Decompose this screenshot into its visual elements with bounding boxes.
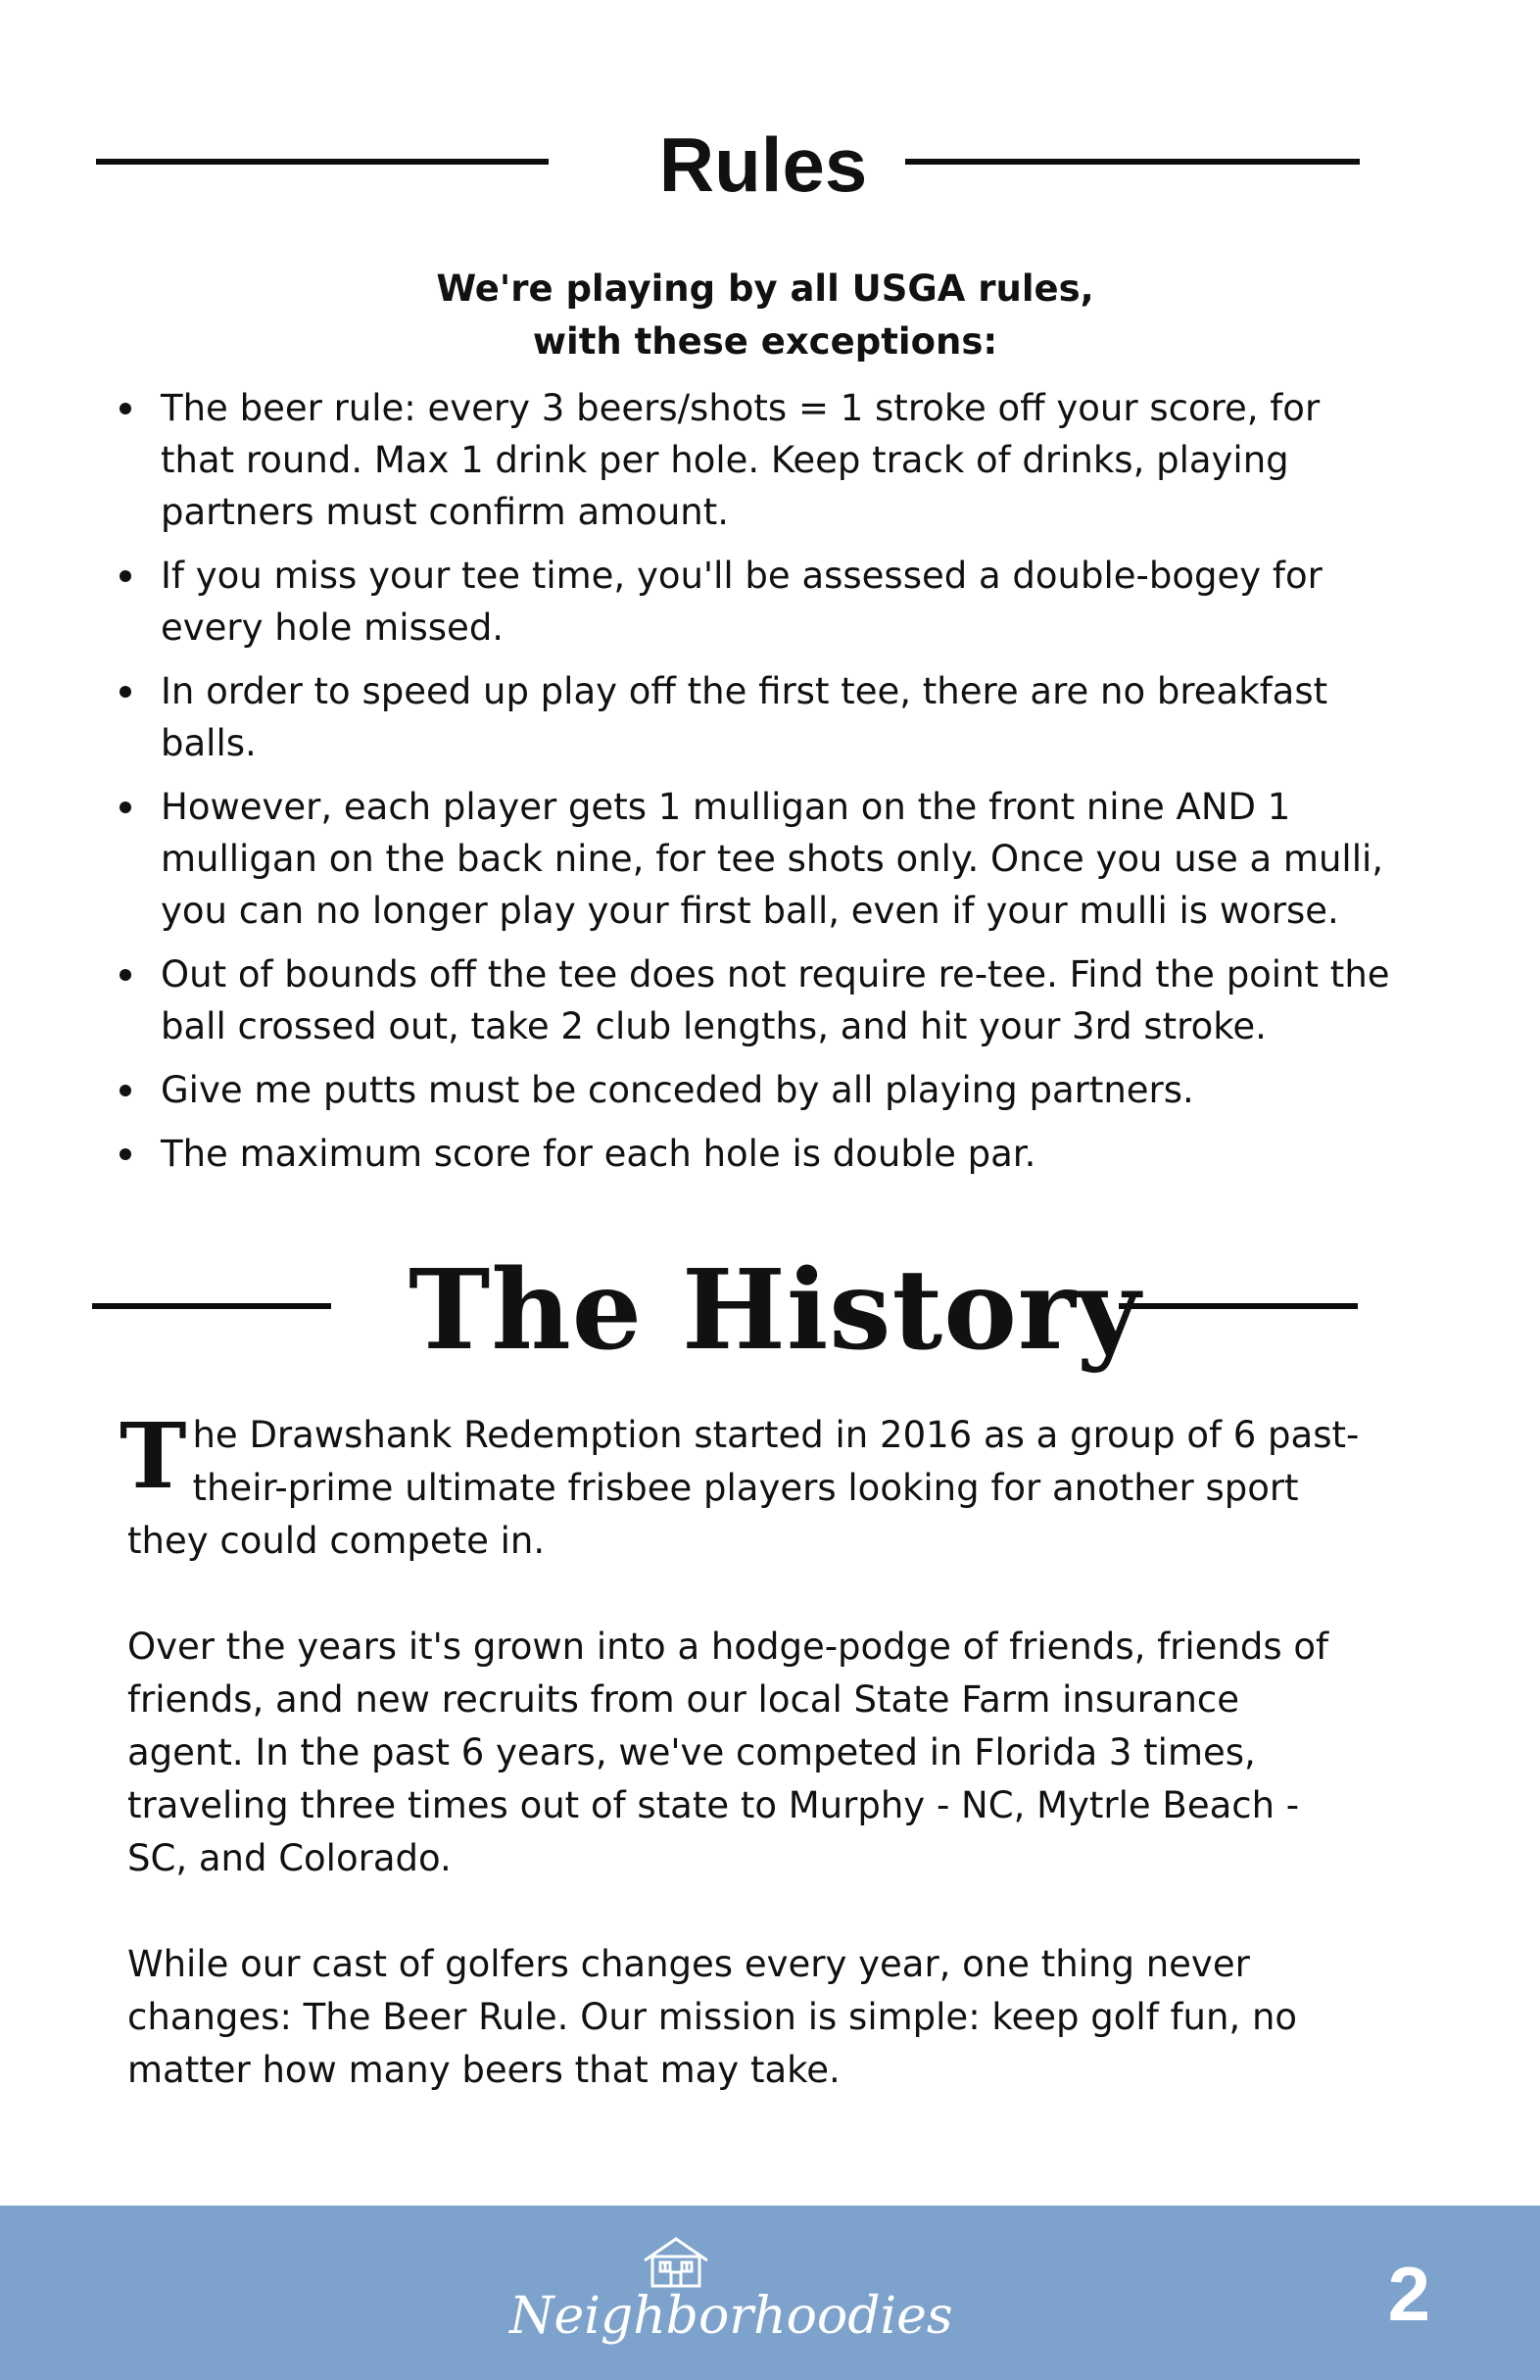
footer xyxy=(0,2206,1540,2380)
rule-item: If you miss your tee time, you'll be assessed a double-bogey for every hole missed. xyxy=(161,550,1405,654)
rules-title: Rules xyxy=(658,121,868,208)
house-icon xyxy=(509,2235,842,2290)
rules-intro-line-1: We're playing by all USGA rules, xyxy=(436,267,1094,310)
rule-item: However, each player gets 1 mulligan on the front nine AND 1 mulligan on the back nine, for tee shots only. Once you use a mulli, you can no longer play your first ball, even if your mulli is worse. xyxy=(161,781,1405,937)
history-paragraph-3: While our cast of golfers changes every year, one thing never changes: The Beer Rule. Our mission is simple: keep golf fun, no matter how many beers that may take. xyxy=(127,1943,1298,2091)
page-number: 2 xyxy=(1387,2251,1430,2337)
rule-item: Out of bounds off the tee does not require re-tee. Find the point the ball crossed out, take 2 club lengths, and hit your 3rd stroke. xyxy=(161,948,1405,1052)
drop-cap: T xyxy=(120,1403,187,1509)
rule-item: Give me putts must be conceded by all playing partners. xyxy=(161,1064,1405,1116)
brand-logo xyxy=(509,2235,953,2353)
rule-item: In order to speed up play off the first tee, there are no breakfast balls. xyxy=(161,665,1405,769)
history-title: The History xyxy=(409,1246,1141,1375)
history-body xyxy=(120,1403,1362,2150)
rule-item: The beer rule: every 3 beers/shots = 1 stroke off your score, for that round. Max 1 drink per hole. Keep track of drinks, playing partners must confirm amount. xyxy=(161,382,1405,538)
history-paragraph-1-text: he Drawshank Redemption started in 2016 as a group of 6 past-their-prime ultimate frisbee players looking for another sport they could compete in. xyxy=(127,1414,1360,1562)
rule-item: The maximum score for each hole is double par. xyxy=(161,1128,1405,1180)
history-paragraph-2: Over the years it's grown into a hodge-podge of friends, friends of friends, and new recruits from our local State Farm insurance agent. In the past 6 years, we've competed in Florida 3 times, traveling three times out of state to Murphy - NC, Mytrle Beach - SC, and Colorado. xyxy=(127,1626,1329,1879)
rules-intro xyxy=(0,263,1540,368)
brand-name: Neighborhoodies xyxy=(509,2287,953,2346)
rules-intro-line-2: with these exceptions: xyxy=(532,320,998,363)
history-paragraph-1 xyxy=(120,1403,1362,1568)
rules-list xyxy=(161,382,1405,1191)
